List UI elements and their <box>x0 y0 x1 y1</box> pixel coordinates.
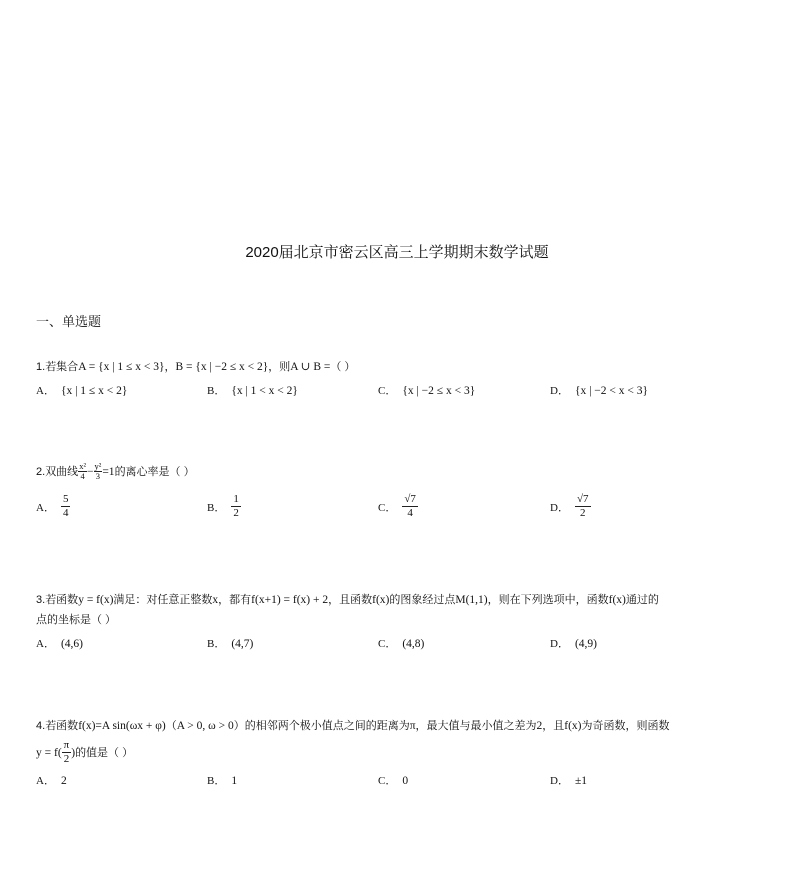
math-set-a: A = {x | 1 ≤ x < 3} <box>78 361 165 373</box>
page-title: 2020届北京市密云区高三上学期期末数学试题 <box>245 244 549 261</box>
option-2a[interactable]: A． $\frac{5}{4}$ <box>36 493 69 519</box>
math-union: A ∪ B = <box>290 361 331 373</box>
question-number: 1. <box>36 361 46 373</box>
question-number: 3. <box>36 594 46 606</box>
math-set-b: B = {x | −2 ≤ x < 2} <box>175 361 269 373</box>
option-4c[interactable]: C． 0 <box>378 775 409 787</box>
question-4-stem-line1: 4.若函数f(x)=A sin(ωx + φ)（A > 0, ω > 0）的相邻两个极小值点之间的距离为π，最大值与最小值之差为2，且f(x)为奇函数，则函数 <box>36 720 670 732</box>
question-1-stem: 1.若集合A = {x | 1 ≤ x < 3}，B = {x | −2 ≤ x < 2}，则A ∪ B =（ ） <box>36 361 356 373</box>
question-3-stem-line2: 点的坐标是（ ） <box>36 614 117 626</box>
option-2b[interactable]: B． $\frac{1}{2}$ <box>207 493 239 519</box>
question-number: 2. <box>36 465 46 478</box>
option-4a[interactable]: A． 2 <box>36 775 67 787</box>
option-3a[interactable]: A． (4,6) <box>36 638 83 650</box>
option-1d[interactable]: D． {x | −2 < x < 3} <box>550 385 649 397</box>
option-2c[interactable]: C． $\frac{√7}{4}$ <box>378 493 416 519</box>
option-3c[interactable]: C． (4,8) <box>378 638 425 650</box>
question-2-stem: 2. 双曲线 $\frac{\text{x²}}{4}$ − $\frac{\text{y²}}{3}$ =1 的离心率是（ ） <box>36 461 195 481</box>
option-1c[interactable]: C． {x | −2 ≤ x < 3} <box>378 385 476 397</box>
question-4-stem-line2: y = f( $\frac{\pi}{2}$ ) 的值是（ ） <box>36 739 134 765</box>
option-4b[interactable]: B． 1 <box>207 775 238 787</box>
question-number: 4. <box>36 720 46 732</box>
option-3b[interactable]: B． (4,7) <box>207 638 254 650</box>
option-4d[interactable]: D． ±1 <box>550 775 588 787</box>
option-3d[interactable]: D． (4,9) <box>550 638 597 650</box>
fraction-x2-over-4: $\frac{\text{x²}}{4}$ <box>79 461 86 481</box>
option-1b[interactable]: B． {x | 1 < x < 2} <box>207 385 298 397</box>
fraction-y2-over-3: $\frac{\text{y²}}{3}$ <box>94 461 102 481</box>
option-1a[interactable]: A． {x | 1 ≤ x < 2} <box>36 385 128 397</box>
option-2d[interactable]: D． $\frac{√7}{2}$ <box>550 493 589 519</box>
section-heading: 一、单选题 <box>36 314 102 329</box>
question-3-stem-line1: 3.若函数y = f(x)满足：对任意正整数x，都有f(x+1) = f(x) + 2，且函数f(x)的图象经过点M(1,1)，则在下列选项中，函数f(x)通过的 <box>36 594 659 606</box>
fraction-pi-over-2: $\frac{\pi}{2}$ <box>63 739 70 765</box>
